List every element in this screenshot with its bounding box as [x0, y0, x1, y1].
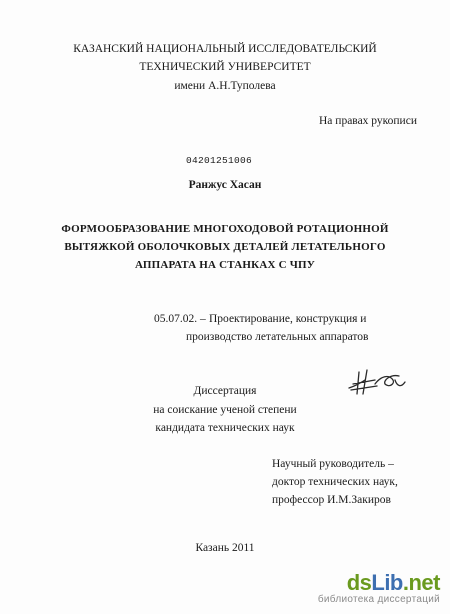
specialty-name-line1: Проектирование, конструкция и	[209, 313, 367, 325]
specialty-name-line2: производство летательных аппаратов	[186, 331, 369, 343]
university-name-line2: ТЕХНИЧЕСКИЙ УНИВЕРСИТЕТ	[139, 61, 311, 73]
dslib-logo	[318, 572, 440, 594]
university-name-line3: имени А.Н.Туполева	[174, 80, 276, 92]
specialty-code: 05.07.02. –	[154, 313, 206, 325]
rights-note: На правах рукописи	[319, 115, 417, 127]
dissertation-title-line3: АППАРАТА НА СТАНКАХ С ЧПУ	[135, 259, 315, 271]
watermark-subtitle: библиотека диссертаций	[317, 594, 440, 605]
registration-number: 04201251006	[186, 155, 253, 166]
logo-ds: ds	[346, 570, 372, 595]
logo-net: .net	[402, 570, 440, 595]
supervisor-line2: доктор технических наук,	[272, 476, 398, 488]
supervisor-line1: Научный руководитель –	[272, 458, 394, 470]
document-type-line3: кандидата технических наук	[155, 422, 295, 434]
dissertation-title-line2: ВЫТЯЖКОЙ ОБОЛОЧКОВЫХ ДЕТАЛЕЙ ЛЕТАТЕЛЬНОГО	[64, 241, 386, 253]
supervisor-line3: профессор И.М.Закиров	[272, 494, 391, 506]
document-type-line1: Диссертация	[193, 385, 257, 397]
university-name-line1: КАЗАНСКИЙ НАЦИОНАЛЬНЫЙ ИССЛЕДОВАТЕЛЬСКИЙ	[73, 43, 377, 55]
dissertation-title-line1: ФОРМООБРАЗОВАНИЕ МНОГОХОДОВОЙ РОТАЦИОННОЙ	[61, 223, 389, 235]
dslib-watermark	[318, 572, 440, 606]
place-and-year: Казань 2011	[195, 542, 255, 554]
author-name: Ранжус Хасан	[188, 179, 262, 191]
logo-lib: Lib	[371, 570, 403, 595]
document-type-line2: на соискание ученой степени	[153, 404, 297, 416]
